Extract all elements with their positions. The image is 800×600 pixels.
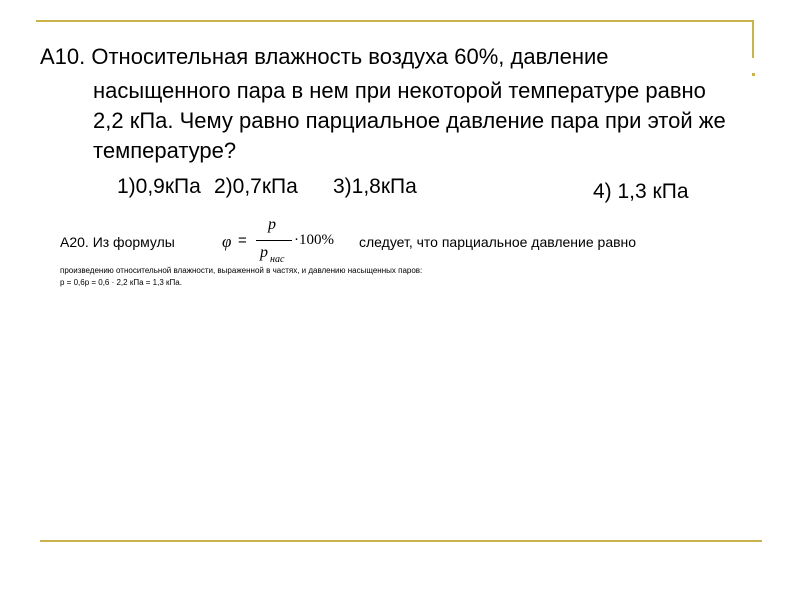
- solution-tail: следует, что парциальное давление равно: [359, 234, 637, 250]
- question-line-3: 2,2 кПа. Чему равно парциальное давление пара при этой же: [93, 108, 726, 133]
- fraction-bar: [256, 240, 292, 241]
- question-line-4: температуре?: [93, 138, 237, 163]
- formula-denominator-sub: нас: [270, 254, 285, 265]
- formula-numerator: p: [268, 216, 276, 233]
- solution-lead: А20. Из формулы: [60, 234, 175, 250]
- formula-times-percent: ·100%: [294, 232, 334, 248]
- top-rule: [36, 20, 754, 22]
- right-rule: [752, 20, 754, 58]
- answer-option-4: 4) 1,3 кПа: [593, 180, 689, 203]
- formula-phi: φ: [222, 232, 232, 251]
- solution-line-2: произведению относительной влажности, выраженной в частях, и давлению насыщенных паров:: [60, 266, 423, 275]
- solution-line-3: p = 0,6p = 0,6 · 2,2 кПа = 1,3 кПа.: [60, 278, 182, 287]
- humidity-formula: [216, 216, 356, 268]
- answer-option-1: 1)0,9кПа: [117, 175, 201, 198]
- answer-option-2: 2)0,7кПа: [214, 175, 298, 198]
- bottom-rule: [40, 540, 762, 542]
- answer-option-3: 3)1,8кПа: [333, 175, 417, 198]
- decor-dot: [752, 73, 755, 76]
- formula-denominator: p: [260, 244, 268, 261]
- question-line-2: насыщенного пара в нем при некоторой температуре равно: [93, 78, 706, 103]
- question-line-1: А10. Относительная влажность воздуха 60%, давление: [40, 44, 609, 69]
- formula-equals: =: [238, 232, 247, 249]
